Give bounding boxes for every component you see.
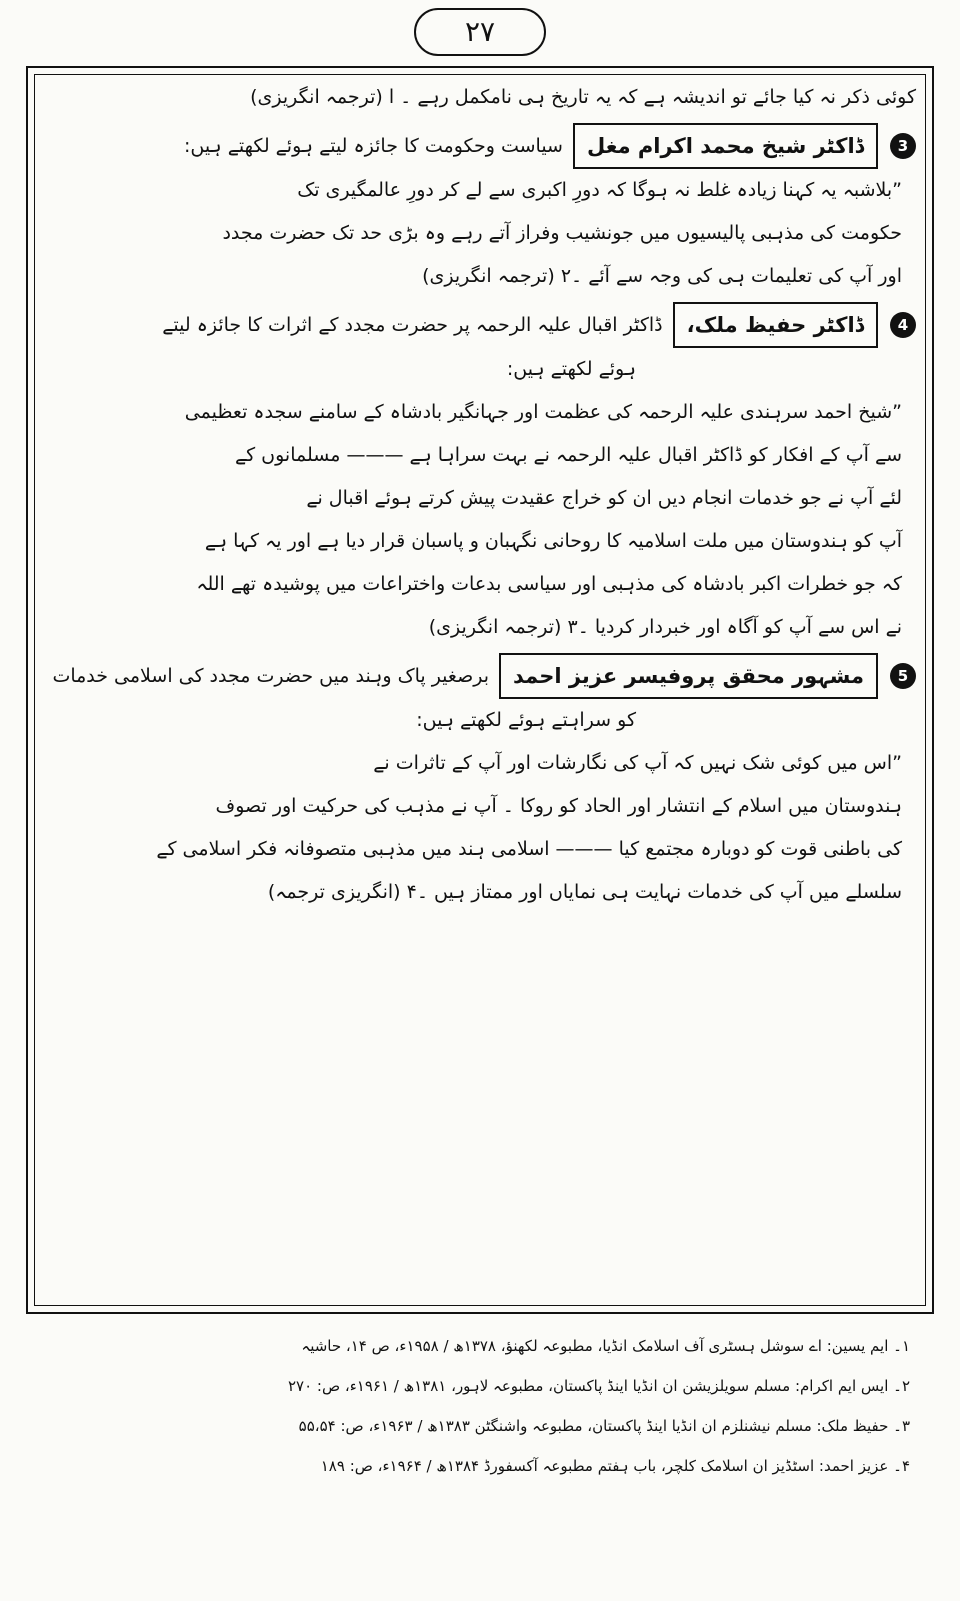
section-lead: ڈاکٹر اقبال علیہ الرحمہ پر حضرت مجدد کے اثرات کا جائزہ لیتے xyxy=(162,313,663,336)
quote-line: کہ جو خطرات اکبر بادشاہ کی مذہبی اور سیاسی بدعات واختراعات میں پوشیدہ تھے اللہ xyxy=(196,573,902,595)
page-body xyxy=(44,76,916,914)
quote-line: ”شیخ احمد سرہندی علیہ الرحمہ کی عظمت اور جہانگیر بادشاہ کے سامنے سجدہ تعظیمی xyxy=(184,401,902,423)
quote-line: آپ کو ہندوستان میں ملت اسلامیہ کا روحانی نگہبان و پاسبان قرار دیا ہے اور یہ کہا ہے xyxy=(204,530,902,552)
section-4 xyxy=(44,302,916,649)
intro-line: کوئی ذکر نہ کیا جائے تو اندیشہ ہے کہ یہ تاریخ ہی نامکمل رہے ۔ ا (ترجمہ انگریزی) xyxy=(250,86,916,108)
quote-line: اور آپ کی تعلیمات ہی کی وجہ سے آئے ۔۲ (ترجمہ انگریزی) xyxy=(422,265,902,287)
quote-line: کی باطنی قوت کو دوبارہ مجتمع کیا ——— اسلامی ہند میں مذہبی متصوفانہ فکر اسلامی کے xyxy=(156,838,902,860)
author-name-box: ڈاکٹر حفیظ ملک، xyxy=(673,302,878,348)
section-number-badge: 3 xyxy=(890,133,916,159)
footnote: ۳۔ حفیظ ملک: مسلم نیشنلزم ان انڈیا اینڈ پاکستان، مطبوعہ واشنگٹن ۱۳۸۳ھ / ۱۹۶۳ء، ص: ۵۵،۵۴ xyxy=(298,1417,910,1435)
quote-line: سلسلے میں آپ کی خدمات نہایت ہی نمایاں اور ممتاز ہیں ۔۴ (انگریزی ترجمہ) xyxy=(267,881,902,903)
page-number: ۲۷ xyxy=(414,8,546,56)
footnote: ۴۔ عزیز احمد: اسٹڈیز ان اسلامک کلچر، باب ہفتم مطبوعہ آکسفورڈ ۱۳۸۴ھ / ۱۹۶۴ء، ص: ۱۸۹ xyxy=(320,1457,910,1475)
quote-line: ہندوستان میں اسلام کے انتشار اور الحاد کو روکا ۔ آپ نے مذہب کی حرکیت اور تصوف xyxy=(215,795,902,817)
section-5 xyxy=(44,653,916,914)
section-3 xyxy=(44,123,916,298)
author-name-box: مشہور محقق پروفیسر عزیز احمد xyxy=(499,653,878,699)
quote-line: سے آپ کے افکار کو ڈاکٹر اقبال علیہ الرحمہ نے بہت سراہا ہے ——— مسلمانوں کے xyxy=(234,444,902,466)
quote-line: لئے آپ نے جو خدمات انجام دیں ان کو خراج عقیدت پیش کرتے ہوئے اقبال نے xyxy=(306,487,902,509)
footnote: ۱۔ ایم یسین: اے سوشل ہسٹری آف اسلامک انڈیا، مطبوعہ لکھنؤ، ۱۳۷۸ھ / ۱۹۵۸ء، ص ۱۴، حاشیہ xyxy=(301,1337,910,1355)
section-number-badge: 4 xyxy=(890,312,916,338)
quote-line: نے اس سے آپ کو آگاہ اور خبردار کردیا ۔۳ (ترجمہ انگریزی) xyxy=(428,616,902,638)
footnotes xyxy=(50,1326,910,1486)
quote-line: ”بلاشبہ یہ کہنا زیادہ غلط نہ ہوگا کہ دورِ اکبری سے لے کر دورِ عالمگیری تک xyxy=(297,179,902,201)
section-number-badge: 5 xyxy=(890,663,916,689)
section-lead: سیاست وحکومت کا جائزہ لیتے ہوئے لکھتے ہیں: xyxy=(183,134,563,157)
quote-line: حکومت کی مذہبی پالیسیوں میں جونشیب وفراز آتے رہے وہ بڑی حد تک حضرت مجدد xyxy=(222,222,902,244)
quote-line: ”اس میں کوئی شک نہیں کہ آپ کی نگارشات اور آپ کے تاثرات نے xyxy=(373,752,902,774)
author-name-box: ڈاکٹر شیخ محمد اکرام مغل xyxy=(573,123,878,169)
section-lead-continuation: ہوئے لکھتے ہیں: xyxy=(506,358,636,380)
section-lead: برصغیر پاک وہند میں حضرت مجدد کی اسلامی خدمات xyxy=(52,664,489,687)
footnote: ۲۔ ایس ایم اکرام: مسلم سویلزیشن ان انڈیا اینڈ پاکستان، مطبوعہ لاہور، ۱۳۸۱ھ / ۱۹۶۱ء، ص: ۲۷۰ xyxy=(287,1377,910,1395)
section-lead-continuation: کو سراہتے ہوئے لکھتے ہیں: xyxy=(416,709,636,731)
